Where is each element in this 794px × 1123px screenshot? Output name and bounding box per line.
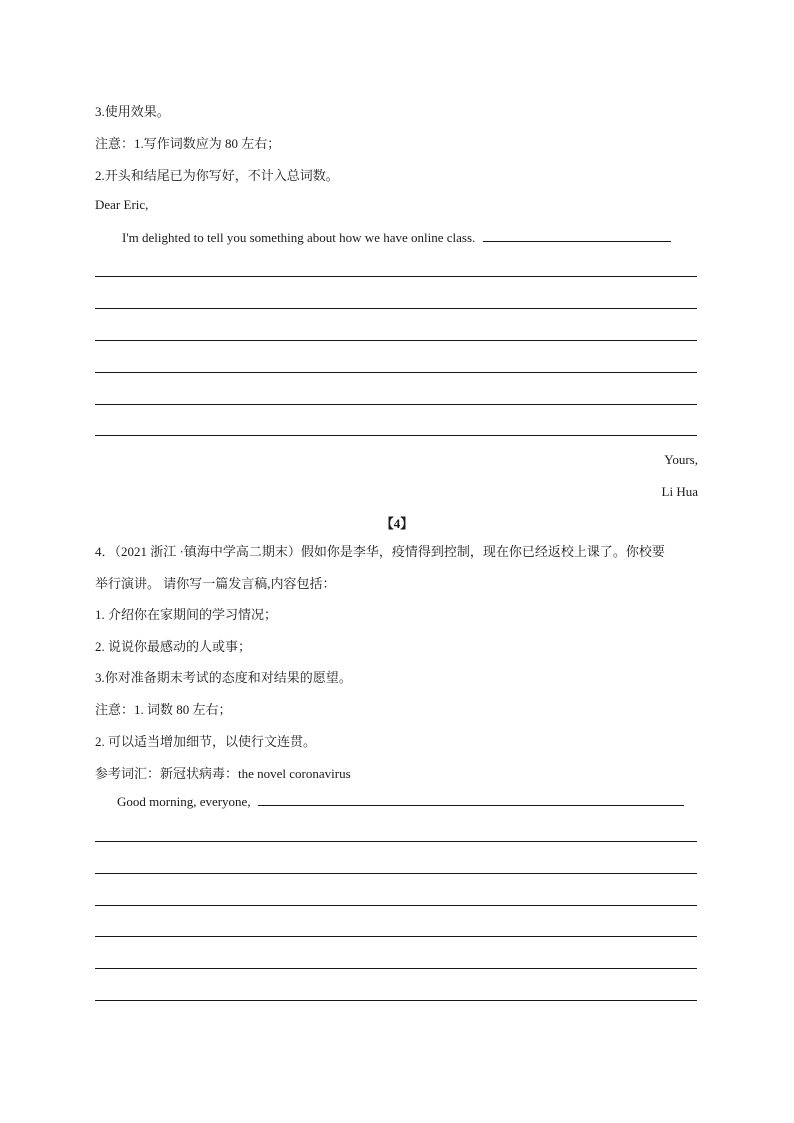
note-opening-closing: 2.开头和结尾已为你写好，不计入总词数。 bbox=[95, 168, 339, 183]
letter-signature: Li Hua bbox=[661, 484, 698, 499]
writing-line[interactable] bbox=[95, 873, 697, 874]
writing-line[interactable] bbox=[95, 841, 697, 842]
letter-salutation: Dear Eric, bbox=[95, 197, 149, 212]
note-word-count: 注意：1. 词数 80 左右； bbox=[95, 702, 232, 717]
writing-line[interactable] bbox=[95, 372, 697, 373]
writing-blank-inline[interactable] bbox=[483, 240, 671, 242]
speech-opening-line bbox=[117, 794, 684, 810]
writing-line[interactable] bbox=[95, 968, 697, 969]
writing-line[interactable] bbox=[95, 340, 697, 341]
prompt-line-2: 举行演讲。 请你写一篇发言稿,内容包括： bbox=[95, 576, 336, 591]
reference-vocabulary: 参考词汇：新冠状病毒：the novel coronavirus bbox=[95, 766, 351, 781]
requirement-item-1: 1. 介绍你在家期间的学习情况； bbox=[95, 607, 278, 622]
letter-opening-text: I'm delighted to tell you something about how we have online class. bbox=[122, 230, 476, 245]
writing-line[interactable] bbox=[95, 435, 697, 436]
prompt-line-1: 4．（2021 浙江 ·镇海中学高二期末）假如你是李华，疫情得到控制，现在你已经返校上课了。你校要 bbox=[95, 544, 665, 559]
note-word-count: 注意：1.写作词数应为 80 左右； bbox=[95, 136, 281, 151]
writing-blank-inline[interactable] bbox=[258, 804, 684, 806]
writing-line[interactable] bbox=[95, 276, 697, 277]
writing-line[interactable] bbox=[95, 936, 697, 937]
writing-line[interactable] bbox=[95, 905, 697, 906]
writing-line[interactable] bbox=[95, 308, 697, 309]
speech-opening-text: Good morning, everyone, bbox=[117, 794, 251, 809]
requirement-item-3: 3.你对准备期末考试的态度和对结果的愿望。 bbox=[95, 670, 352, 685]
requirement-item-3: 3.使用效果。 bbox=[95, 104, 170, 119]
writing-line[interactable] bbox=[95, 404, 697, 405]
letter-opening-line bbox=[122, 230, 671, 246]
section-header: 【4】 bbox=[380, 516, 414, 531]
requirement-item-2: 2. 说说你最感动的人或事； bbox=[95, 639, 252, 654]
letter-closing: Yours, bbox=[664, 452, 698, 467]
note-details: 2. 可以适当增加细节，以使行文连贯。 bbox=[95, 734, 317, 749]
writing-line[interactable] bbox=[95, 1000, 697, 1001]
